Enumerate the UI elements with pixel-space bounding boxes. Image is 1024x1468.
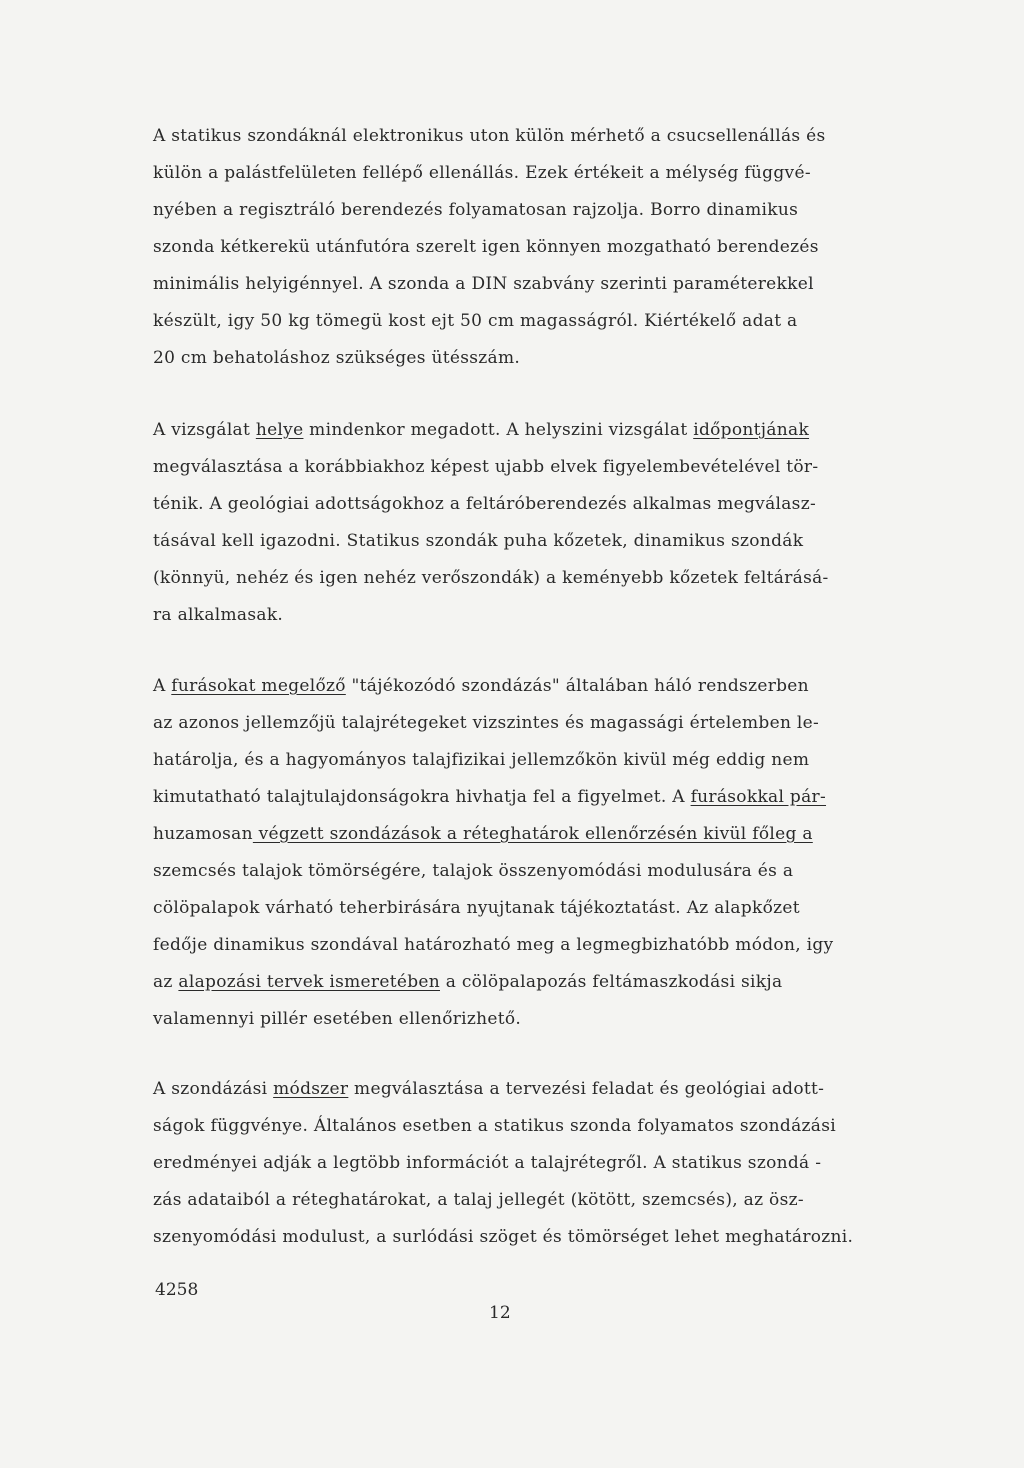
- text-segment: kimutatható talajtulajdonságokra hivhatja fel a figyelmet. A: [153, 787, 691, 807]
- text-segment: 20 cm behatoláshoz szükséges ütésszám.: [153, 348, 521, 368]
- text-line: [153, 229, 898, 266]
- text-segment: nyében a regisztráló berendezés folyamatosan rajzolja. Borro dinamikus: [153, 200, 799, 220]
- paragraph-static-probes: [153, 118, 898, 377]
- text-line: [153, 1182, 898, 1219]
- text-line: [153, 927, 898, 964]
- text-line: [153, 1145, 898, 1182]
- text-segment: készült, igy 50 kg tömegü kost ejt 50 cm magasságról. Kiértékelő adat a: [153, 311, 798, 331]
- text-segment: tásával kell igazodni. Statikus szondák puha kőzetek, dinamikus szondák: [153, 531, 804, 551]
- underlined-text: módszer: [273, 1079, 349, 1099]
- text-segment: minimális helyigénnyel. A szonda a DIN szabvány szerinti paraméterekkel: [153, 274, 814, 294]
- text-line: [153, 742, 898, 779]
- text-line: [153, 890, 898, 927]
- text-segment: fedője dinamikus szondával határozható meg a legmegbizhatóbb módon, igy: [153, 935, 834, 955]
- text-segment: ságok függvénye. Általános esetben a statikus szonda folyamatos szondázási: [153, 1116, 836, 1136]
- text-line: [153, 1001, 898, 1038]
- underlined-text: végzett szondázások a réteghatárok ellenőrzésén kivül főleg a: [252, 824, 813, 844]
- text-segment: ténik. A geológiai adottságokhoz a feltáróberendezés alkalmas megválasz-: [153, 494, 817, 514]
- text-segment: huzamosan: [153, 824, 253, 844]
- underlined-text: időpontjának: [693, 420, 810, 440]
- underlined-text: furásokkal pár-: [690, 787, 827, 807]
- text-segment: a cölöpalapozás feltámaszkodási sikja: [440, 972, 783, 992]
- page-number: 12: [489, 1303, 511, 1323]
- document-code: 4258: [155, 1280, 199, 1300]
- paragraph-method-selection: [153, 1071, 898, 1256]
- text-line: [153, 412, 898, 449]
- text-segment: külön a palástfelületen fellépő ellenállás. Ezek értékeit a mélység függvé-: [153, 163, 811, 183]
- text-line: [153, 192, 898, 229]
- text-line: [153, 266, 898, 303]
- text-line: [153, 486, 898, 523]
- text-line: [153, 1071, 898, 1108]
- text-segment: ra alkalmasak.: [153, 605, 284, 625]
- text-segment: valamennyi pillér esetében ellenőrizhető.: [153, 1009, 522, 1029]
- text-segment: A statikus szondáknál elektronikus uton külön mérhető a csucsellenállás és: [153, 126, 826, 146]
- text-line: [153, 560, 898, 597]
- text-segment: az azonos jellemzőjü talajrétegeket vizszintes és magassági értelemben le-: [153, 713, 820, 733]
- text-segment: "tájékozódó szondázás" általában háló rendszerben: [345, 676, 809, 696]
- text-line: [153, 853, 898, 890]
- text-segment: (könnyü, nehéz és igen nehéz verőszondák) a keményebb kőzetek feltárásá-: [153, 568, 829, 588]
- text-segment: megválasztása a tervezési feladat és geológiai adott-: [348, 1079, 825, 1099]
- text-segment: A szondázási: [153, 1079, 274, 1099]
- text-segment: zás adataiból a réteghatárokat, a talaj jellegét (kötött, szemcsés), az ösz-: [153, 1190, 804, 1210]
- text-segment: szonda kétkerekü utánfutóra szerelt igen könnyen mozgatható berendezés: [153, 237, 819, 257]
- text-segment: A vizsgálat: [153, 420, 256, 440]
- underlined-text: alapozási tervek ismeretében: [178, 972, 440, 992]
- text-line: [153, 964, 898, 1001]
- paragraph-test-location: [153, 412, 898, 634]
- text-line: [153, 523, 898, 560]
- text-segment: az: [153, 972, 179, 992]
- text-line: [153, 705, 898, 742]
- text-line: [153, 1108, 898, 1145]
- text-line: [153, 155, 898, 192]
- text-line: [153, 816, 898, 853]
- text-line: [153, 449, 898, 486]
- text-line: [153, 597, 898, 634]
- text-line: [153, 1219, 898, 1256]
- text-segment: szemcsés talajok tömörségére, talajok összenyomódási modulusára és a: [153, 861, 794, 881]
- text-segment: eredményei adják a legtöbb információt a talajrétegről. A statikus szondá -: [153, 1153, 822, 1173]
- text-segment: megválasztása a korábbiakhoz képest ujabb elvek figyelembevételével tör-: [153, 457, 819, 477]
- text-line: [153, 340, 898, 377]
- text-line: [153, 779, 898, 816]
- text-segment: mindenkor megadott. A helyszini vizsgálat: [303, 420, 694, 440]
- underlined-text: furásokat megelőző: [171, 676, 346, 696]
- text-line: [153, 668, 898, 705]
- underlined-text: helye: [255, 420, 304, 440]
- paragraph-exploratory-probing: [153, 668, 898, 1038]
- text-segment: szenyomódási modulust, a surlódási szöget és tömörséget lehet meghatározni.: [153, 1227, 854, 1247]
- text-segment: cölöpalapok várható teherbirására nyujtanak tájékoztatást. Az alapkőzet: [153, 898, 800, 918]
- text-segment: határolja, és a hagyományos talajfizikai jellemzőkön kivül még eddig nem: [153, 750, 810, 770]
- text-line: [153, 303, 898, 340]
- text-segment: A: [153, 676, 172, 696]
- text-line: [153, 118, 898, 155]
